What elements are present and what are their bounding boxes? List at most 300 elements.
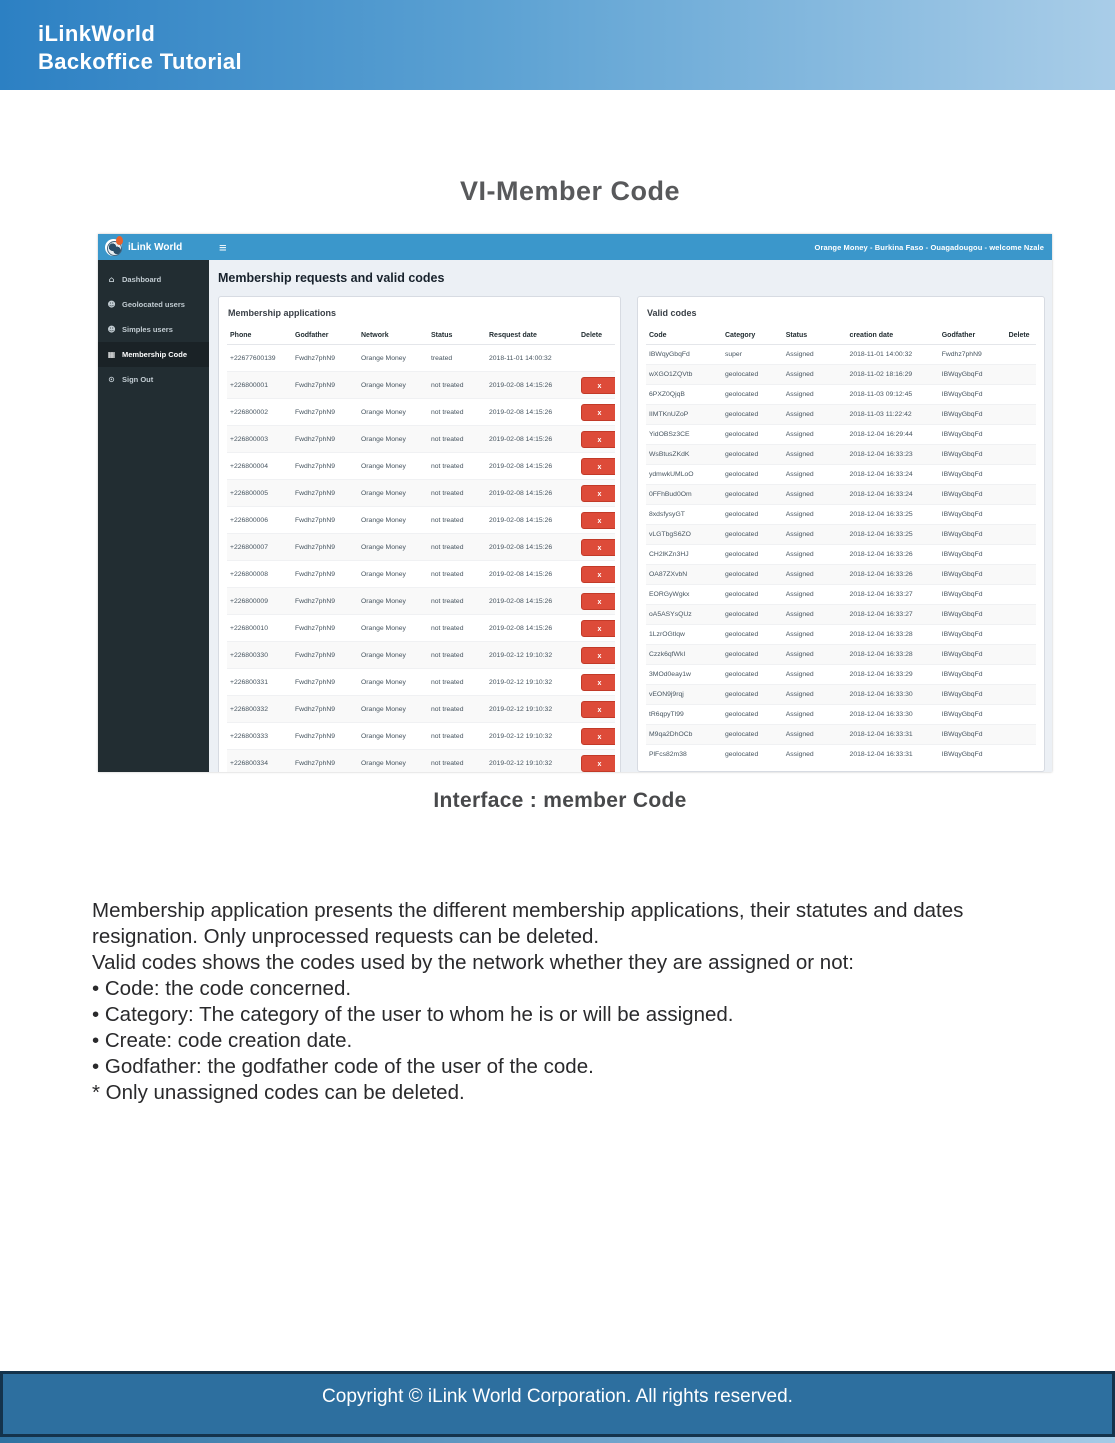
cell-phone: +226800008 [227,561,292,588]
sidebar-item-label: Geolocated users [122,300,185,309]
cell-network: Orange Money [358,507,428,534]
cell-creation-date: 2018-12-04 16:33:31 [847,745,939,765]
cell-godfather: Fwdhz7phN9 [292,615,358,642]
valid-code-row [646,445,1036,465]
cell-creation-date: 2018-12-04 16:33:28 [847,625,939,645]
valid-codes-panel [637,296,1045,772]
cell-creation-date: 2018-12-04 16:33:26 [847,565,939,585]
column-header: Godfather [292,328,358,345]
cell-request-date: 2019-02-08 14:15:26 [486,615,578,642]
application-row [227,642,615,669]
cell-godfather: IBWqyGbqFd [939,425,1006,445]
cell-creation-date: 2018-11-03 09:12:45 [847,385,939,405]
cell-category: geolocated [722,725,783,745]
application-row [227,453,615,480]
cell-creation-date: 2018-12-04 16:33:27 [847,585,939,605]
cell-godfather: IBWqyGbqFd [939,365,1006,385]
valid-code-row [646,405,1036,425]
valid-code-row [646,585,1036,605]
cell-status: Assigned [783,625,847,645]
application-row [227,399,615,426]
valid-code-row [646,665,1036,685]
screenshot-caption: Interface : member Code [433,789,687,812]
cell-category: geolocated [722,365,783,385]
cell-phone: +226800010 [227,615,292,642]
cell-code: vLGTbgS6ZO [646,525,722,545]
cell-category: geolocated [722,485,783,505]
delete-button[interactable]: x [581,539,615,556]
app-screenshot [98,234,1052,772]
cell-creation-date: 2018-12-04 16:33:27 [847,605,939,625]
cell-code: 8xdsfysyGT [646,505,722,525]
cell-request-date: 2019-02-08 14:15:26 [486,453,578,480]
cell-status: Assigned [783,565,847,585]
cell-request-date: 2019-02-08 14:15:26 [486,588,578,615]
cell-godfather: Fwdhz7phN9 [292,750,358,773]
cell-godfather: IBWqyGbqFd [939,525,1006,545]
cell-network: Orange Money [358,696,428,723]
cell-phone: +226800333 [227,723,292,750]
cell-request-date: 2019-02-12 19:10:32 [486,723,578,750]
delete-button[interactable]: x [581,593,615,610]
cell-delete-empty [1006,645,1036,665]
cell-network: Orange Money [358,534,428,561]
cell-godfather: IBWqyGbqFd [939,605,1006,625]
cell-request-date: 2019-02-08 14:15:26 [486,534,578,561]
cell-godfather: IBWqyGbqFd [939,505,1006,525]
users-icon: ☻ [107,300,116,309]
cell-category: geolocated [722,565,783,585]
valid-code-row [646,685,1036,705]
cell-code: EORGyWgkx [646,585,722,605]
valid-code-row [646,605,1036,625]
sidebar-item-label: Dashboard [122,275,162,284]
cell-network: Orange Money [358,723,428,750]
cell-godfather: IBWqyGbqFd [939,585,1006,605]
cell-godfather: IBWqyGbqFd [939,725,1006,745]
cell-status: not treated [428,453,486,480]
delete-button[interactable]: x [581,647,615,664]
cell-delete-empty [1006,745,1036,765]
body-line: • Code: the code concerned. [92,977,352,1000]
hamburger-icon[interactable]: ≡ [219,239,227,255]
valid-code-row [646,545,1036,565]
cell-godfather: Fwdhz7phN9 [292,453,358,480]
cell-godfather: IBWqyGbqFd [939,745,1006,765]
cell-network: Orange Money [358,426,428,453]
power-icon: ⊙ [108,375,115,384]
cell-status: Assigned [783,425,847,445]
cell-godfather: Fwdhz7phN9 [292,399,358,426]
application-row [227,534,615,561]
users-icon: ☻ [107,325,116,334]
column-header: Godfather [939,328,1006,345]
cell-status: Assigned [783,405,847,425]
cell-creation-date: 2018-12-04 16:33:24 [847,485,939,505]
sidebar-item-geolocated-users[interactable] [98,292,209,317]
cell-delete-empty [1006,565,1036,585]
application-row [227,615,615,642]
application-row [227,372,615,399]
cell-status: not treated [428,588,486,615]
cell-status: treated [428,345,486,372]
copyright-footer [0,1371,1115,1437]
delete-button[interactable]: x [581,485,615,502]
valid-codes-panel-title: Valid codes [647,308,697,318]
sidebar-item-label: Simples users [122,325,173,334]
cell-creation-date: 2018-12-04 16:33:28 [847,645,939,665]
cell-code: 6PXZ0QjqB [646,385,722,405]
cell-phone: +226800334 [227,750,292,773]
cell-status: not treated [428,507,486,534]
body-line: • Create: code creation date. [92,1029,353,1052]
body-text [92,898,1032,1106]
valid-codes-table [646,328,1036,765]
application-row [227,345,615,372]
body-line: Membership application presents the different membership applications, their statutes and dates resignation. Only unprocessed requests can be deleted. [92,899,964,948]
cell-phone: +226800004 [227,453,292,480]
sidebar-item-membership-code[interactable] [98,342,209,367]
cell-delete-empty [1006,705,1036,725]
application-row [227,588,615,615]
sidebar-item-label: Sign Out [122,375,154,384]
cell-godfather: IBWqyGbqFd [939,465,1006,485]
cell-phone: +22677600139 [227,345,292,372]
cell-godfather: Fwdhz7phN9 [292,696,358,723]
applications-panel-title: Membership applications [228,308,337,318]
cell-phone: +226800006 [227,507,292,534]
column-header: Phone [227,328,292,345]
application-row [227,480,615,507]
cell-godfather: IBWqyGbqFd [939,625,1006,645]
delete-button[interactable]: x [581,674,615,691]
cell-phone: +226800002 [227,399,292,426]
cell-godfather: IBWqyGbqFd [939,565,1006,585]
cell-code: wXGO1ZQVtb [646,365,722,385]
cell-status: Assigned [783,445,847,465]
cell-category: geolocated [722,745,783,765]
cell-creation-date: 2018-12-04 16:33:23 [847,445,939,465]
cell-delete-empty [1006,505,1036,525]
cell-status: Assigned [783,745,847,765]
cell-network: Orange Money [358,669,428,696]
cell-phone: +226800009 [227,588,292,615]
delete-button[interactable]: x [581,431,615,448]
cell-creation-date: 2018-12-04 16:33:29 [847,665,939,685]
valid-code-row [646,525,1036,545]
applications-header-row [227,328,615,345]
cell-network: Orange Money [358,480,428,507]
cell-godfather: IBWqyGbqFd [939,705,1006,725]
card-icon: ▦ [107,350,116,359]
delete-button[interactable]: x [581,566,615,583]
delete-button[interactable]: x [581,701,615,718]
cell-request-date: 2018-11-01 14:00:32 [486,345,578,372]
cell-godfather: Fwdhz7phN9 [292,480,358,507]
cell-code: 0FFhBud0Om [646,485,722,505]
cell-godfather: IBWqyGbqFd [939,665,1006,685]
cell-category: geolocated [722,385,783,405]
cell-code: M9qa2DhOCb [646,725,722,745]
cell-request-date: 2019-02-08 14:15:26 [486,426,578,453]
cell-creation-date: 2018-12-04 16:33:26 [847,545,939,565]
delete-button[interactable]: x [581,377,615,394]
cell-code: tR6qpyTl99 [646,705,722,725]
cell-status: not treated [428,399,486,426]
column-header: Delete [1006,328,1036,345]
cell-network: Orange Money [358,642,428,669]
valid-code-row [646,485,1036,505]
app-page-heading: Membership requests and valid codes [218,271,445,285]
cell-status: Assigned [783,465,847,485]
delete-button[interactable]: x [581,404,615,421]
cell-phone: +226800005 [227,480,292,507]
applications-table [227,328,615,772]
sidebar-item-label: Membership Code [122,350,188,359]
cell-request-date: 2019-02-08 14:15:26 [486,399,578,426]
cell-network: Orange Money [358,561,428,588]
cell-delete-empty [1006,485,1036,505]
cell-code: vEON9j9rqj [646,685,722,705]
cell-category: geolocated [722,465,783,485]
column-header: Status [428,328,486,345]
delete-button[interactable]: x [581,728,615,745]
cell-delete-empty [1006,365,1036,385]
cell-delete-empty [1006,345,1036,365]
delete-button[interactable]: x [581,620,615,637]
app-topbar [98,234,1052,260]
cell-status: not treated [428,561,486,588]
delete-button[interactable]: x [581,755,615,772]
cell-status: Assigned [783,645,847,665]
application-row [227,696,615,723]
cell-godfather: Fwdhz7phN9 [939,345,1006,365]
cell-creation-date: 2018-12-04 16:33:25 [847,505,939,525]
page-title: VI-Member Code [459,176,681,206]
body-line: • Godfather: the godfather code of the user of the code. [92,1055,594,1078]
cell-category: geolocated [722,445,783,465]
cell-status: Assigned [783,585,847,605]
cell-code: IIMTKnUZoP [646,405,722,425]
cell-category: geolocated [722,505,783,525]
cell-code: oA5ASYsQUz [646,605,722,625]
cell-phone: +226800007 [227,534,292,561]
cell-phone: +226800330 [227,642,292,669]
cell-code: ydmwkUMLoO [646,465,722,485]
panels-row [218,296,1045,772]
cell-creation-date: 2018-12-04 16:33:25 [847,525,939,545]
cell-category: geolocated [722,585,783,605]
cell-code: CH2lKZn3HJ [646,545,722,565]
cell-network: Orange Money [358,399,428,426]
valid-code-row [646,425,1036,445]
cell-status: Assigned [783,705,847,725]
cell-network: Orange Money [358,750,428,773]
cell-godfather: Fwdhz7phN9 [292,588,358,615]
cell-godfather: IBWqyGbqFd [939,405,1006,425]
cell-status: not treated [428,534,486,561]
sidebar-item-dashboard[interactable] [98,267,209,292]
app-brand[interactable] [98,234,209,260]
cell-status: not treated [428,750,486,773]
cell-status: not treated [428,642,486,669]
cell-code: 1LzrOGtlqw [646,625,722,645]
column-header: Delete [578,328,615,345]
cell-creation-date: 2018-11-03 11:22:42 [847,405,939,425]
cell-request-date: 2019-02-12 19:10:32 [486,750,578,773]
sidebar-item-simples-users[interactable] [98,317,209,342]
cell-category: geolocated [722,665,783,685]
banner-line2: Backoffice Tutorial [38,49,243,74]
cell-status: not treated [428,696,486,723]
cell-status: not treated [428,723,486,750]
column-header: Category [722,328,783,345]
cell-delete-empty [1006,425,1036,445]
cell-delete-empty [1006,465,1036,485]
cell-status: Assigned [783,365,847,385]
cell-godfather: Fwdhz7phN9 [292,669,358,696]
cell-creation-date: 2018-11-02 18:16:29 [847,365,939,385]
column-header: Resquest date [486,328,578,345]
cell-creation-date: 2018-12-04 16:33:31 [847,725,939,745]
cell-godfather: Fwdhz7phN9 [292,534,358,561]
cell-delete-empty [1006,385,1036,405]
topbar-user-info: Orange Money - Burkina Faso - Ouagadougou - welcome Nzale [814,242,1044,252]
app-body [98,260,1052,772]
cell-phone: +226800332 [227,696,292,723]
home-icon: ⌂ [108,275,115,284]
body-line: Valid codes shows the codes used by the network whether they are assigned or not: [92,951,854,974]
application-row [227,426,615,453]
cell-category: geolocated [722,425,783,445]
cell-category: geolocated [722,625,783,645]
cell-status: not treated [428,669,486,696]
cell-category: geolocated [722,405,783,425]
cell-request-date: 2019-02-08 14:15:26 [486,372,578,399]
cell-delete-empty [1006,685,1036,705]
cell-category: super [722,345,783,365]
cell-status: Assigned [783,385,847,405]
sidebar-item-sign-out[interactable] [98,367,209,392]
cell-status: Assigned [783,685,847,705]
cell-phone: +226800001 [227,372,292,399]
cell-phone: +226800003 [227,426,292,453]
cell-delete-empty [1006,605,1036,625]
cell-request-date: 2019-02-12 19:10:32 [486,669,578,696]
application-row [227,561,615,588]
cell-godfather: IBWqyGbqFd [939,445,1006,465]
cell-network: Orange Money [358,588,428,615]
cell-creation-date: 2018-12-04 16:29:44 [847,425,939,445]
body-line: * Only unassigned codes can be deleted. [92,1081,465,1104]
cell-network: Orange Money [358,453,428,480]
cell-godfather: IBWqyGbqFd [939,485,1006,505]
cell-status: not treated [428,372,486,399]
cell-delete-empty [1006,405,1036,425]
copyright-text: Copyright © iLink World Corporation. All rights reserved. [322,1386,793,1407]
cell-phone: +226800331 [227,669,292,696]
cell-code: YidOBSz3CE [646,425,722,445]
body-line: • Category: The category of the user to whom he is or will be assigned. [92,1003,734,1026]
valid-code-row [646,385,1036,405]
cell-creation-date: 2018-11-01 14:00:32 [847,345,939,365]
cell-category: geolocated [722,685,783,705]
delete-button[interactable]: x [581,458,615,475]
cell-delete-empty [1006,725,1036,745]
cell-godfather: Fwdhz7phN9 [292,426,358,453]
cell-status: not treated [428,615,486,642]
cell-status: Assigned [783,525,847,545]
delete-button[interactable]: x [581,512,615,529]
cell-status: Assigned [783,605,847,625]
cell-code: PlFcs82m38 [646,745,722,765]
valid-code-row [646,725,1036,745]
cell-status: Assigned [783,665,847,685]
cell-network: Orange Money [358,372,428,399]
cell-code: IBWqyGbqFd [646,345,722,365]
valid-code-row [646,745,1036,765]
cell-delete-empty [1006,545,1036,565]
valid-code-row [646,505,1036,525]
cell-delete-empty [1006,625,1036,645]
cell-request-date: 2019-02-12 19:10:32 [486,642,578,669]
cell-request-date: 2019-02-12 19:10:32 [486,696,578,723]
cell-godfather: Fwdhz7phN9 [292,507,358,534]
cell-status: Assigned [783,345,847,365]
valid-codes-header-row [646,328,1036,345]
column-header: creation date [847,328,939,345]
globe-pin-logo-icon [105,239,122,256]
cell-request-date: 2019-02-08 14:15:26 [486,507,578,534]
cell-delete-empty [1006,585,1036,605]
valid-code-row [646,365,1036,385]
footer-gradient-strip [0,1437,1115,1443]
cell-godfather: Fwdhz7phN9 [292,372,358,399]
valid-code-row [646,465,1036,485]
cell-godfather: Fwdhz7phN9 [292,345,358,372]
cell-godfather: IBWqyGbqFd [939,385,1006,405]
column-header: Network [358,328,428,345]
cell-status: Assigned [783,505,847,525]
cell-creation-date: 2018-12-04 16:33:24 [847,465,939,485]
cell-code: WsBtusZKdK [646,445,722,465]
column-header: Code [646,328,722,345]
cell-code: 3MOd0eay1w [646,665,722,685]
cell-delete-empty [1006,525,1036,545]
valid-code-row [646,625,1036,645]
cell-creation-date: 2018-12-04 16:33:30 [847,685,939,705]
cell-godfather: IBWqyGbqFd [939,545,1006,565]
cell-request-date: 2019-02-08 14:15:26 [486,480,578,507]
cell-code: Czzk6qfWkI [646,645,722,665]
valid-code-row [646,645,1036,665]
cell-category: geolocated [722,545,783,565]
application-row [227,669,615,696]
cell-delete-empty [1006,445,1036,465]
cell-godfather: Fwdhz7phN9 [292,723,358,750]
app-content [209,260,1052,772]
app-sidebar [98,260,209,772]
column-header: Status [783,328,847,345]
cell-delete-empty [1006,665,1036,685]
cell-godfather: Fwdhz7phN9 [292,642,358,669]
cell-creation-date: 2018-12-04 16:33:30 [847,705,939,725]
application-row [227,723,615,750]
app-brand-label: iLink World [128,241,183,253]
cell-status: not treated [428,480,486,507]
cell-category: geolocated [722,525,783,545]
valid-code-row [646,565,1036,585]
